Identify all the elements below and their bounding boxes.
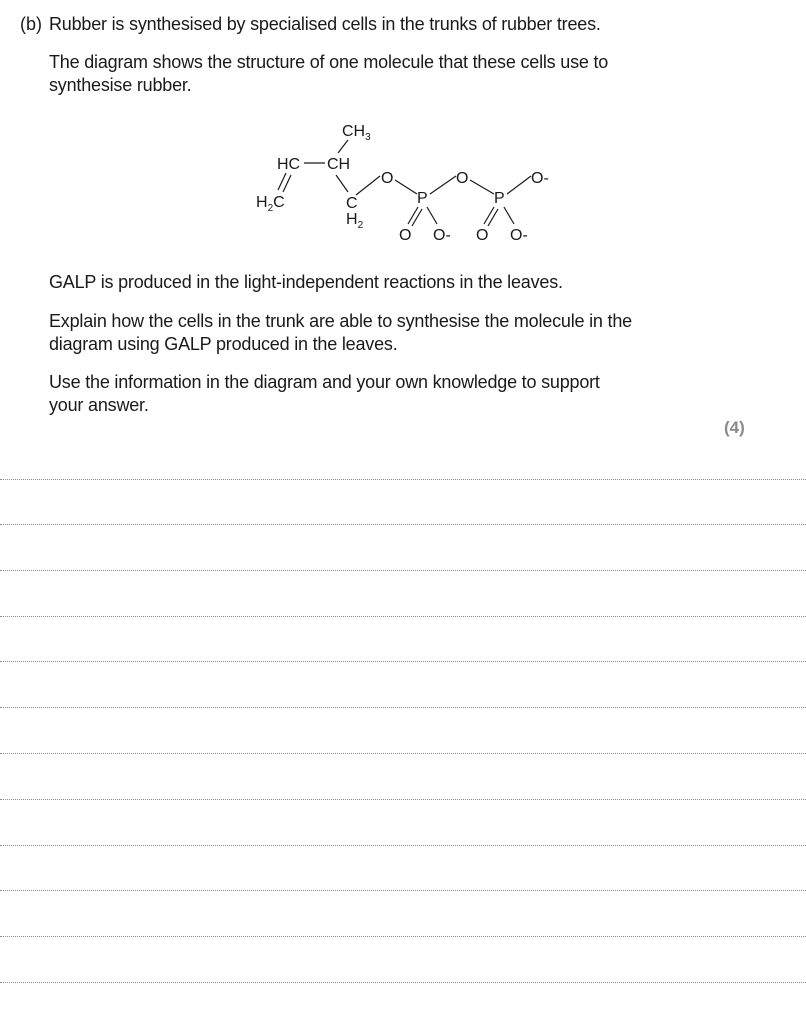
ch-label: CH [327, 156, 351, 173]
answer-line[interactable] [0, 707, 806, 708]
p1-label: P [417, 190, 428, 207]
ch2-subscript: 2 [357, 220, 364, 231]
p2-double-o-label: O [476, 227, 489, 244]
use-info-line-2: your answer. [49, 395, 149, 415]
ch2-h-label: $H_2$ [346, 211, 364, 231]
use-info-line-1: Use the information in the diagram and your own knowledge to support [49, 372, 600, 392]
answer-line[interactable] [0, 890, 806, 891]
marks-indicator: (4) [724, 418, 745, 437]
answer-line[interactable] [0, 753, 806, 754]
answer-line[interactable] [0, 479, 806, 480]
galp-statement: GALP is produced in the light-independent reactions in the leaves. [49, 272, 563, 292]
diagram-intro-line-2: synthesise rubber. [49, 75, 192, 95]
h2c-label: $H_2C$ [256, 194, 285, 214]
answer-line[interactable] [0, 845, 806, 846]
o2-label: O [456, 170, 469, 187]
answer-line[interactable] [0, 799, 806, 800]
question-intro: Rubber is synthesised by specialised cells in the trunks of rubber trees. [49, 14, 601, 34]
hc-label: HC [277, 156, 301, 173]
o1-label: O [381, 170, 394, 187]
question-part-label: (b) [20, 14, 42, 34]
p2-o-minus-label: O- [510, 227, 528, 244]
ch2-c-label: C [346, 195, 358, 212]
answer-line[interactable] [0, 616, 806, 617]
explain-line-2: diagram using GALP produced in the leaves. [49, 334, 398, 354]
p2-label: P [494, 190, 505, 207]
answer-line[interactable] [0, 570, 806, 571]
explain-line-1: Explain how the cells in the trunk are able to synthesise the molecule in the [49, 311, 632, 331]
answer-line[interactable] [0, 524, 806, 525]
answer-line[interactable] [0, 936, 806, 937]
diagram-intro-line-1: The diagram shows the structure of one molecule that these cells use to [49, 52, 609, 72]
o-minus-end-label: O- [531, 170, 549, 187]
h2c-subscript: 2 [267, 203, 274, 214]
p1-double-o-label: O [399, 227, 412, 244]
answer-line[interactable] [0, 661, 806, 662]
p1-o-minus-label: O- [433, 227, 451, 244]
answer-line[interactable] [0, 982, 806, 983]
ch3-subscript: 3 [365, 132, 371, 143]
ch3-label: $CH_3$ [342, 123, 371, 143]
